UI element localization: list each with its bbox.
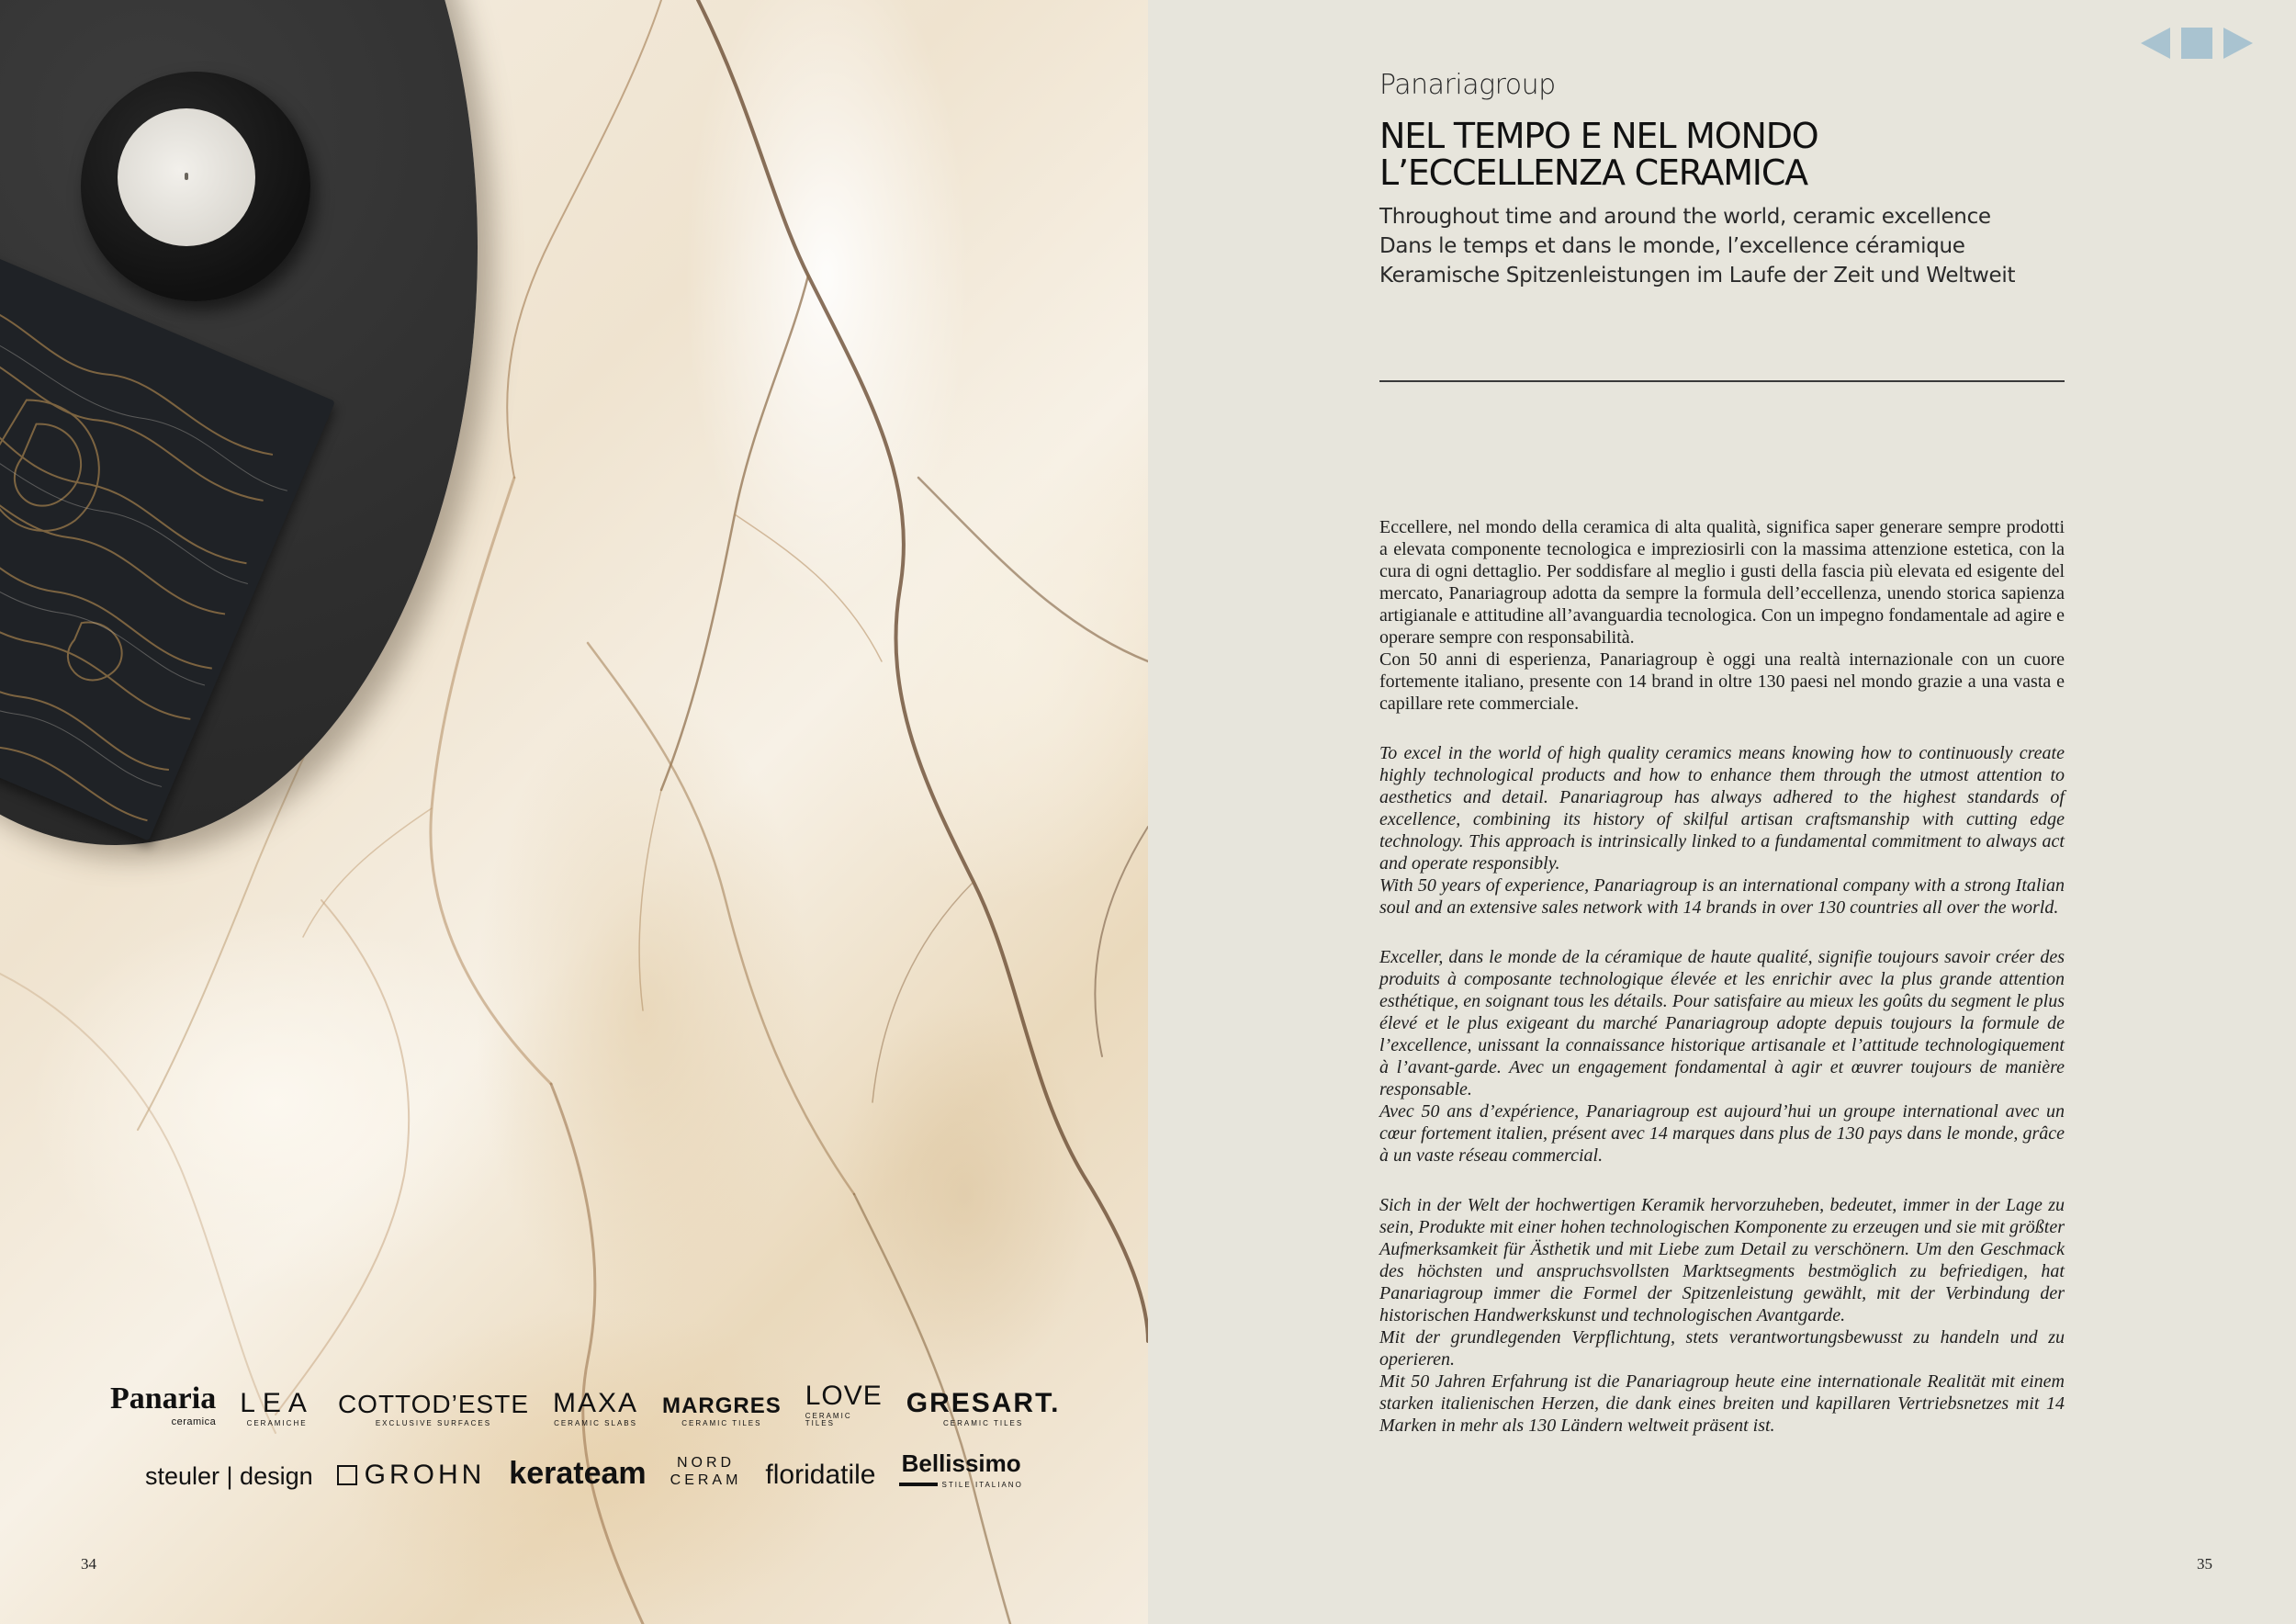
logo-steuler-name: steuler | design xyxy=(145,1462,313,1490)
logo-love-name: LOVE xyxy=(805,1381,883,1411)
logo-cottodeste xyxy=(338,1392,529,1427)
paragraph-it-2: Con 50 anni di esperienza, Panariagroup è oggi una realtà internazionale con un cuore fortemente italiano, presente con 14 brand in oltre 130 paesi nel mondo grazie a una vasta e capillare rete commerciale. xyxy=(1379,649,2065,714)
candle-wick xyxy=(185,173,188,180)
divider-rule xyxy=(1379,380,2065,382)
bellissimo-bar xyxy=(899,1483,938,1486)
candle-holder xyxy=(81,72,310,301)
paragraph-de-2: Mit der grundlegenden Verpflichtung, stets verantwortungsbewusst zu handeln und zu operieren. xyxy=(1379,1327,2065,1370)
logo-bellissimo-tagline xyxy=(899,1479,1022,1489)
page-number-left: 34 xyxy=(81,1555,96,1573)
logo-maxa-name: MAXA xyxy=(553,1388,639,1418)
logo-bellissimo-sub: STILE ITALIANO xyxy=(941,1481,1023,1489)
logo-panaria xyxy=(110,1383,216,1427)
logo-lea-name: LEA xyxy=(240,1388,314,1418)
logo-nordceram-name: NORD CERAM xyxy=(670,1455,742,1488)
logo-margres-sub: CERAMIC TILES xyxy=(681,1419,762,1427)
logo-grohn-name: GROHN xyxy=(364,1460,486,1490)
logo-gresart-name: GRESART. xyxy=(906,1388,1061,1418)
logo-floridatile-name: floridatile xyxy=(765,1460,876,1490)
grohn-square-icon xyxy=(337,1465,357,1485)
logo-love-sub: CERAMIC TILES xyxy=(805,1412,852,1427)
logo-bellissimo-name: Bellissimo xyxy=(901,1449,1021,1477)
logo-panaria-sub: ceramica xyxy=(171,1416,217,1427)
spacer xyxy=(1379,715,2065,742)
paragraph-it-1: Eccellere, nel mondo della ceramica di alta qualità, significa saper generare sempre prodotti a elevata componente tecnologica e impreziosirli con la massima attenzione estetica, con la cura di ogni dettaglio. Per soddisfare al meglio i gusti della fascia più elevata ed esigente del mercato, Panariagroup adotta da sempre la formula dell’eccellenza, unendo storica sapienza artigianale e attitudine all’avanguardia tecnologica. Con un impegno fondamentale ad agire e operare sempre con responsabilità. xyxy=(1379,517,2065,648)
paragraph-fr-1: Exceller, dans le monde de la céramique de haute qualité, signifie toujours savoir créer des produits à composante technologique élevée et les enrichir avec la plus grande attention esthétique, en soignant tous les détails. Pour satisfaire au mieux les goûts du segment le plus élevé et le plus exigeant du marché Panariagroup adopte depuis toujours la formule de l’excellence, unissant la connaissance historique artisanale et l’attitude technologiquement à l’avant-garde. Avec un engagement fondamental à agir et œuvrer toujours de manière responsable. xyxy=(1379,947,2065,1100)
spacer xyxy=(1379,919,2065,946)
tealight-candle xyxy=(118,108,255,246)
page-title: NEL TEMPO E NEL MONDO L’ECCELLENZA CERAMICA xyxy=(1379,116,1818,193)
page-navigation xyxy=(2137,26,2257,61)
brand-kicker: Panariagroup xyxy=(1379,69,1556,101)
logo-grohn xyxy=(337,1461,486,1489)
logo-kerateam-name: kerateam xyxy=(509,1456,647,1491)
logo-gresart-sub: CERAMIC TILES xyxy=(942,1419,1024,1427)
logo-floridatile xyxy=(765,1461,875,1489)
logo-lea xyxy=(240,1390,314,1427)
subtitle-en: Throughout time and around the world, ceramic excellence xyxy=(1379,205,1991,229)
logo-lea-sub: CERAMICHE xyxy=(246,1419,308,1427)
logo-row-1 xyxy=(110,1381,1061,1427)
brand-logos xyxy=(110,1381,1061,1513)
logo-panaria-name: Panaria xyxy=(110,1382,217,1415)
logo-margres-name: MARGRES xyxy=(662,1393,782,1418)
paragraph-de-3: Mit 50 Jahren Erfahrung ist die Panariagroup heute eine internationale Realität mit einem starken italienischen Herzen, die dank eines breiten und kapillaren Vertriebsnetzes mit 14 Marken in mehr als 130 Ländern weltweit präsent ist. xyxy=(1379,1371,2065,1436)
page-number-right: 35 xyxy=(2197,1555,2212,1573)
logo-cottodeste-name: COTTOD’ESTE xyxy=(337,1390,529,1418)
triangle-left-icon[interactable] xyxy=(2137,26,2172,61)
logo-bellissimo xyxy=(899,1451,1022,1489)
subtitle-fr: Dans le temps et dans le monde, l’excellence céramique xyxy=(1379,234,1965,258)
logo-kerateam xyxy=(509,1458,646,1489)
logo-steuler-design xyxy=(145,1464,313,1489)
title-block xyxy=(1379,69,2065,290)
logo-love xyxy=(805,1382,883,1427)
logo-grohn-mark xyxy=(337,1461,486,1489)
subtitle-de: Keramische Spitzenleistungen im Laufe der Zeit und Weltweit xyxy=(1379,264,2016,288)
spacer xyxy=(1379,1167,2065,1194)
triangle-right-icon[interactable] xyxy=(2222,26,2257,61)
body-text xyxy=(1379,516,2065,1437)
logo-cottodeste-sub: EXCLUSIVE SURFACES xyxy=(375,1419,492,1427)
logo-row-2 xyxy=(145,1451,1029,1489)
logo-maxa-sub: CERAMIC SLABS xyxy=(554,1419,637,1427)
logo-maxa xyxy=(553,1390,638,1427)
paragraph-de-1: Sich in der Welt der hochwertigen Keramik hervorzuheben, bedeutet, immer in der Lage zu sein, Produkte mit einer hohen technologischen Komponente zu erzeugen und sie mit größter Aufmerksamkeit für Ästhetik und mit Liebe zum Detail zu verschönern. Um den Geschmack des höchsten und anspruchsvollsten Marktsegments bestmöglich zu befriedigen, hat Panariagroup immer die Formel der Spitzenleistung gewählt, mit der Verbindung der historischen Handwerkskunst und technologischen Avantgarde. xyxy=(1379,1195,2065,1325)
logo-gresart xyxy=(906,1390,1061,1427)
paragraph-en-2: With 50 years of experience, Panariagroup is an international company with a strong Italian soul and an extensive sales network with 14 brands in over 130 countries all over the world. xyxy=(1379,875,2065,918)
logo-margres xyxy=(662,1395,782,1427)
paragraph-fr-2: Avec 50 ans d’expérience, Panariagroup est aujourd’hui un groupe international avec un cœur fortement italien, présent avec 14 marques dans plus de 130 pays dans le monde, grâce à un vaste réseau commercial. xyxy=(1379,1101,2065,1166)
paragraph-en-1: To excel in the world of high quality ceramics means knowing how to continuously create highly technological products and how to enhance them through the utmost attention to aesthetics and detail. Panariagroup has always adhered to the highest standards of excellence, combining its history of skilful artisan craftsmanship with cutting edge technology. This approach is intrinsically linked to a fundamental commitment to always act and operate responsibly. xyxy=(1379,743,2065,874)
logo-nordceram xyxy=(670,1455,742,1489)
square-icon[interactable] xyxy=(2179,26,2214,61)
